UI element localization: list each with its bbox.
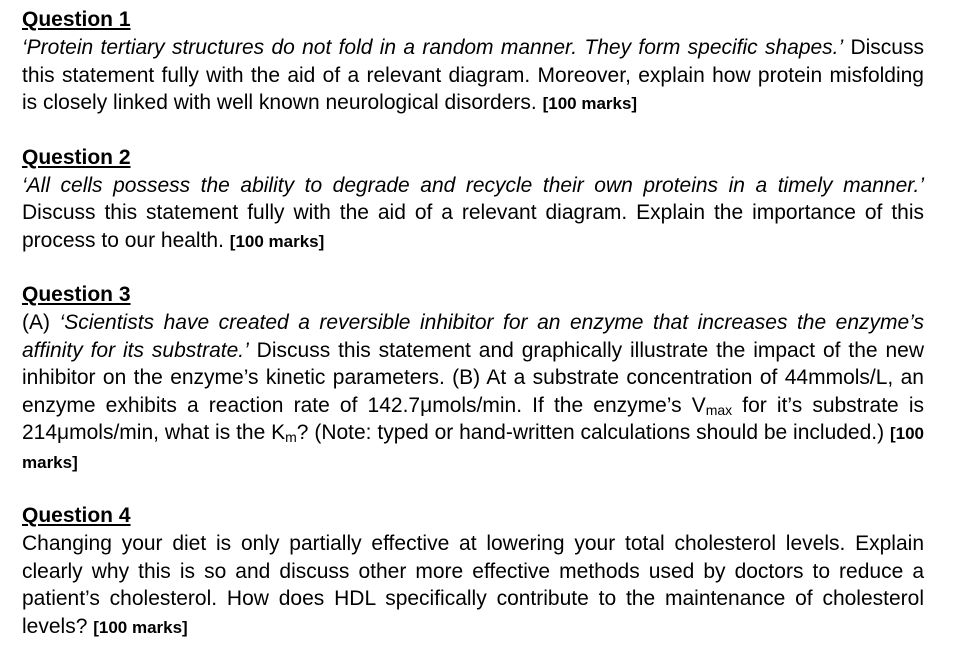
question-quote: ‘Scientists have created a reversible inhibitor for an enzyme that increases the enzyme’s affinity for its substrate.’ <box>22 311 924 362</box>
question-body <box>22 530 924 641</box>
question-body <box>22 309 924 476</box>
question-body <box>22 34 924 118</box>
question-title: Question 2 <box>22 145 131 169</box>
marks-label: [100 marks] <box>229 231 325 251</box>
question-text: Discuss this statement and graphically illustrate the impact of the new inhibitor on the enzyme’s kinetic parameters. (B) At a substrate concentration of 44mmols/L, an enzyme exhibits a reaction rate of 142.7μmols/min. If the enzyme’s V <box>22 338 924 417</box>
marks-label: [100 marks] <box>93 617 188 637</box>
question-title: Question 3 <box>22 283 131 306</box>
question-quote: ‘Protein tertiary structures do not fold in a random manner. They form specific shapes.’ <box>22 36 844 59</box>
vmax-subscript: max <box>705 401 733 418</box>
part-a-label: (A) <box>22 311 60 334</box>
question-1 <box>22 6 924 118</box>
question-3 <box>22 281 924 476</box>
question-text: Discuss this statement fully with the aid of a relevant diagram. Moreover, explain how protein misfolding is closely linked with well known neurological disorders. <box>22 36 924 114</box>
question-2 <box>22 144 924 256</box>
question-text: for it’s substrate is 214μmols/min, what is the K <box>22 393 924 444</box>
question-text: Changing your diet is only partially effective at lowering your total cholesterol levels. Explain clearly why this is so and discuss other more effective methods used by doctors to reduce a patient’s cholesterol. How does HDL specifically contribute to the maintenance of cholesterol levels? <box>22 532 924 638</box>
marks-label: [100 marks] <box>542 94 638 113</box>
km-subscript: m <box>285 429 297 445</box>
question-body <box>22 172 924 256</box>
question-text: Discuss this statement fully with the aid of a relevant diagram. Explain the importance of this process to our health. <box>22 201 924 252</box>
question-quote: ‘All cells possess the ability to degrade and recycle their own proteins in a timely manner.’ <box>22 173 924 197</box>
question-4 <box>22 502 924 641</box>
question-title: Question 4 <box>22 504 131 527</box>
question-title: Question 1 <box>22 8 131 31</box>
marks-label: [100 marks] <box>22 424 924 472</box>
question-text: ? (Note: typed or hand-written calculations should be included.) <box>296 421 890 444</box>
